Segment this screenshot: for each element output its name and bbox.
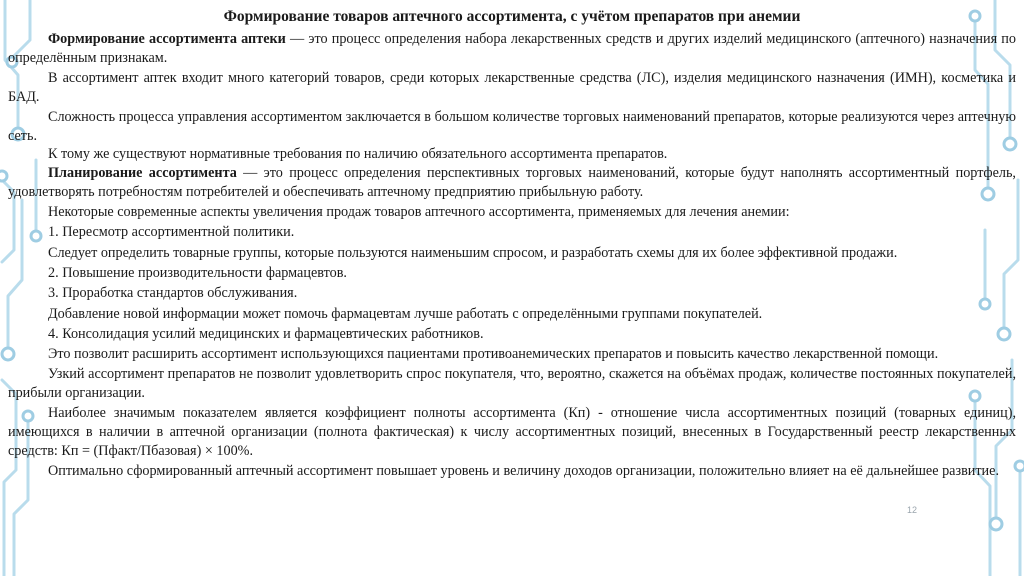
slide-title: Формирование товаров аптечного ассортимента, с учётом препаратов при анемии (223, 8, 801, 25)
paragraph-4: К тому же существуют нормативные требования по наличию обязательного ассортимента препаратов. (48, 146, 668, 163)
paragraph-6: Некоторые современные аспекты увеличения продаж товаров аптечного ассортимента, применяемых для лечения анемии: (48, 204, 790, 221)
list-item-3: 3. Проработка стандартов обслуживания. (48, 285, 298, 302)
paragraph-3: Сложность процесса управления ассортиментом заключается в большом количестве торговых наименований препаратов, которые реализуются через аптечную сеть. (8, 109, 1016, 144)
paragraph-8: Следует определить товарные группы, которые пользуются наименьшим спросом, и разработать схемы для их более эффективной продажи. (48, 244, 898, 261)
term-assortment-planning: Планирование ассортимента (48, 165, 237, 182)
paragraph-11: Добавление новой информации может помочь фармацевтам лучше работать с определёнными группами покупателей. (48, 305, 763, 322)
list-item-4: 4. Консолидация усилий медицинских и фармацевтических работников. (48, 325, 484, 342)
paragraph-1-text: — это процесс определения набора лекарственных средств и других изделий медицинского (аптечного) назначения по определённым признакам. (8, 31, 1016, 66)
paragraph-13: Это позволит расширить ассортимент использующихся пациентами противоанемических препаратов и повысить качество лекарственной помощи. (48, 346, 939, 363)
page-number: 12 (907, 505, 918, 515)
slide-body (8, 30, 1016, 481)
paragraph-5 (8, 164, 1016, 201)
list-item-2: 2. Повышение производительности фармацевтов. (48, 265, 347, 281)
paragraph-2: В ассортимент аптек входит много категорий товаров, среди которых лекарственные средства (ЛС), изделия медицинского назначения (ИМН), косметика и БАД. (8, 70, 1016, 105)
list-item-1: 1. Пересмотр ассортиментной политики. (48, 224, 295, 241)
paragraph-5-text: — это процесс определения перспективных торговых наименований, которые будут наполнять ассортиментный портфель, удовлетворять потребностям потребителей и обеспечивать аптечному предприятию прибыльную работу. (8, 165, 1016, 200)
paragraph-15: Наиболее значимым показателем является коэффициент полноты ассортимента (Кп) - отношение числа ассортиментных позиций (товарных единиц), имеющихся в наличии в аптечной организации (полнота фактическая) к числу ассортиментных позиций, внесенных в Государственный реестр лекарственных средств: Кп = (Пфакт/Пбазовая) × 100%. (8, 405, 1016, 459)
paragraph-16: Оптимально сформированный аптечный ассортимент повышает уровень и величину доходов организации, положительно влияет на её дальнейшее развитие. (48, 463, 999, 480)
term-assortment-formation: Формирование ассортимента аптеки (48, 31, 286, 47)
paragraph-1 (8, 30, 1016, 67)
paragraph-14: Узкий ассортимент препаратов не позволит удовлетворить спрос покупателя, что, вероятно, скажется на объёмах продаж, количестве постоянных покупателей, прибыли организации. (8, 366, 1016, 402)
